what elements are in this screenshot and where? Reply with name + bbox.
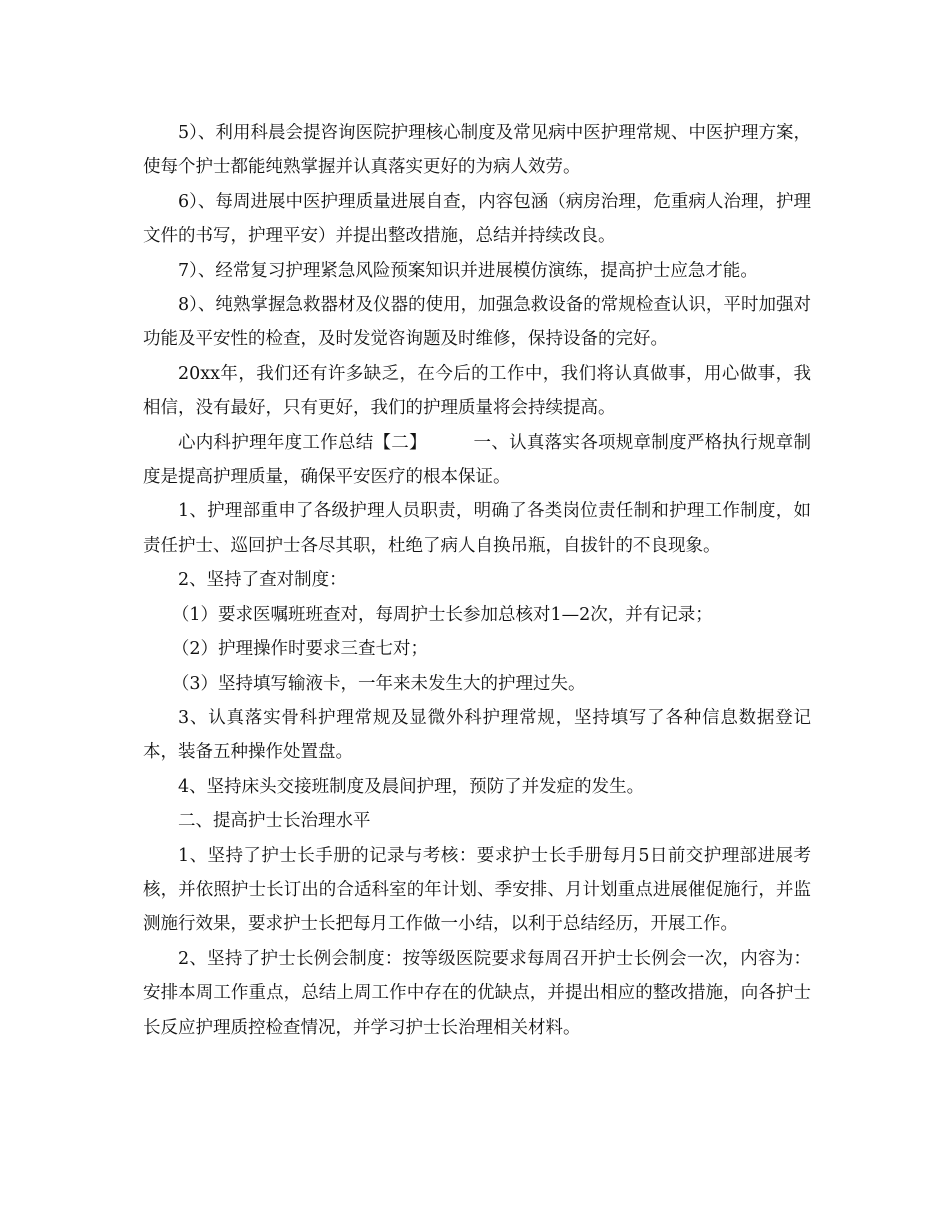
paragraph: 1、坚持了护士长手册的记录与考核：要求护士长手册每月5日前交护理部进展考核，并依照护士长订出的合适科室的年计划、季安排、月计划重点进展催促施行，并监测施行效果，要求护士长把每月工作做一小结，以利于总结经历，开展工作。 — [143, 845, 811, 935]
paragraph: 6）、每周进展中医护理质量进展自查，内容包涵（病房治理，危重病人治理，护理文件的书写，护理平安）并提出整改措施，总结并持续改良。 — [143, 191, 811, 247]
paragraph: 4、坚持床头交接班制度及晨间护理，预防了并发症的发生。 — [178, 776, 645, 797]
section-heading: 二、提高护士长治理水平 — [178, 811, 371, 832]
paragraph: 2、坚持了查对制度： — [178, 570, 347, 591]
document-body — [143, 116, 811, 1045]
paragraph: 3、认真落实骨科护理常规及显微外科护理常规，坚持填写了各种信息数据登记本，装备五种操作处置盘。 — [143, 707, 811, 763]
sub-item: （2）护理操作时要求三查七对； — [171, 639, 429, 660]
paragraph: 2、坚持了护士长例会制度：按等级医院要求每周召开护士长例会一次，内容为：安排本周工作重点，总结上周工作中存在的优缺点，并提出相应的整改措施，向各护士长反应护理质控检查情况，并学习护士长治理相关材料。 — [143, 948, 811, 1038]
paragraph: 1、护理部重申了各级护理人员职责，明确了各类岗位责任制和护理工作制度，如责任护士、巡回护士各尽其职，杜绝了病人自换吊瓶，自拔针的不良现象。 — [143, 501, 811, 556]
sub-item: （1）要求医嘱班班查对，每周护士长参加总核对1—2次，并有记录； — [171, 604, 713, 625]
paragraph: 7）、经常复习护理紧急风险预案知识并进展模仿演练，提高护士应急才能。 — [178, 260, 758, 281]
paragraph: 5）、利用科晨会提咨询医院护理核心制度及常见病中医护理常规、中医护理方案，使每个护士都能纯熟掌握并认真落实更好的为病人效劳。 — [143, 123, 811, 178]
paragraph: 20xx年，我们还有许多缺乏，在今后的工作中，我们将认真做事，用心做事，我相信，没有最好，只有更好，我们的护理质量将会持续提高。 — [143, 363, 811, 419]
sub-item: （3）坚持填写输液卡，一年来未发生大的护理过失。 — [171, 673, 586, 694]
paragraph: 8）、纯熟掌握急救器材及仪器的使用，加强急救设备的常规检查认识，平时加强对功能及平安性的检查，及时发觉咨询题及时维修，保持设备的完好。 — [143, 295, 811, 350]
section-heading-paragraph: 心内科护理年度工作总结【二】 一、认真落实各项规章制度严格执行规章制度是提高护理质量，确保平安医疗的根本保证。 — [143, 432, 811, 488]
